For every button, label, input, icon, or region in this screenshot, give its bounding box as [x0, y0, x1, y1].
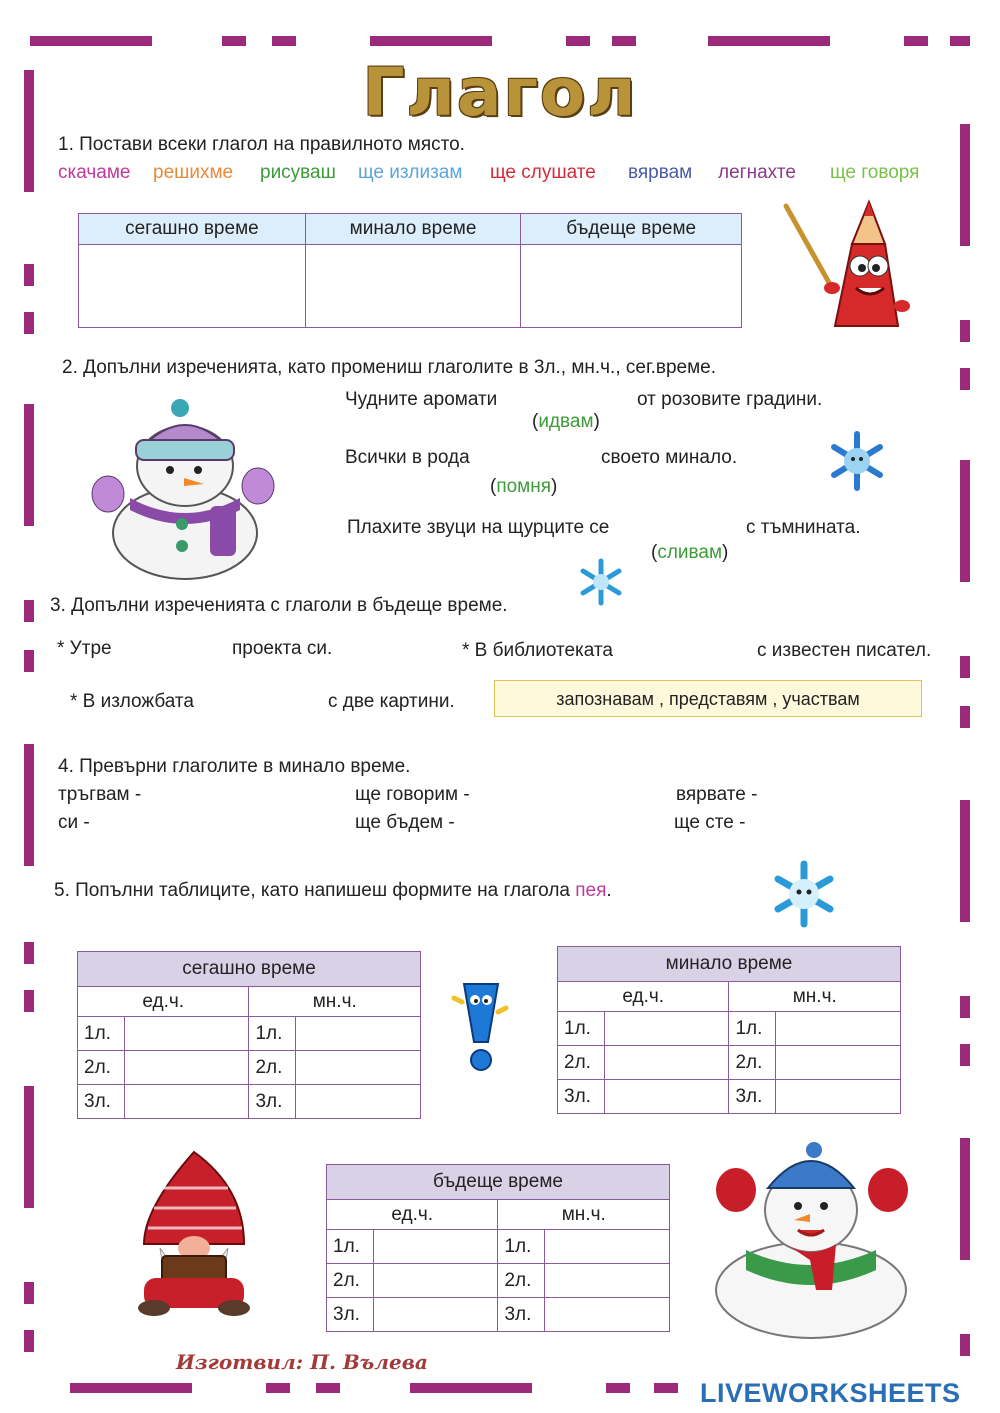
gnome-reading-icon: [124, 1148, 264, 1318]
task4-heading: 4. Превърни глаголите в минало време.: [58, 756, 411, 777]
drop-zone-future[interactable]: [521, 245, 742, 328]
person-label: 2л.: [558, 1046, 605, 1080]
person-label: 2л.: [327, 1264, 374, 1298]
task1-heading: 1. Постави всеки глагол на правилното място.: [58, 134, 465, 155]
answer-cell[interactable]: [604, 1012, 729, 1046]
answer-cell[interactable]: [373, 1264, 498, 1298]
sentence-2-end: своето минало.: [601, 447, 738, 468]
plural-header: мн.ч.: [249, 987, 421, 1017]
person-label: 2л.: [249, 1051, 296, 1085]
person-label: 1л.: [558, 1012, 605, 1046]
task4-item: тръгвам -: [58, 784, 142, 805]
task4-item: ще сте -: [674, 812, 746, 833]
task4-item: ще бъдем -: [355, 812, 455, 833]
plural-header: мн.ч.: [498, 1200, 670, 1230]
column-header-future: бъдеще време: [521, 214, 742, 245]
answer-cell[interactable]: [545, 1298, 670, 1332]
person-label: 2л.: [498, 1264, 545, 1298]
future-tense-table: [326, 1164, 670, 1332]
task3-sentence-3-start: * В изложбата: [70, 691, 194, 712]
tense-sort-table: [78, 213, 742, 328]
answer-cell[interactable]: [124, 1017, 249, 1051]
word-chip[interactable]: рисуваш: [260, 162, 336, 183]
answer-cell[interactable]: [776, 1012, 901, 1046]
answer-cell[interactable]: [124, 1051, 249, 1085]
word-chip[interactable]: решихме: [153, 162, 234, 183]
task3-sentence-1-end: проекта си.: [232, 638, 333, 659]
verb-hint-word: сливам: [657, 542, 723, 563]
task3-sentence-1-start: * Утре: [57, 638, 112, 659]
sentence-2-start: Всички в рода: [345, 447, 470, 468]
answer-cell[interactable]: [296, 1017, 421, 1051]
word-chip[interactable]: легнахте: [718, 162, 796, 183]
person-label: 1л.: [249, 1017, 296, 1051]
pencil-character-icon: [780, 196, 915, 341]
snowflake-icon: [577, 558, 625, 606]
answer-cell[interactable]: [776, 1046, 901, 1080]
answer-cell[interactable]: [296, 1085, 421, 1119]
singular-header: ед.ч.: [558, 982, 729, 1012]
verb-hint-word: помня: [496, 476, 552, 497]
singular-header: ед.ч.: [327, 1200, 498, 1230]
word-chip[interactable]: ще говоря: [830, 162, 920, 183]
task3-heading: 3. Допълни изреченията с глаголи в бъдеще време.: [50, 595, 508, 616]
task4-item: ще говорим -: [355, 784, 470, 805]
person-label: 1л.: [498, 1230, 545, 1264]
sentence-3-end: с тъмнината.: [746, 517, 861, 538]
person-label: 1л.: [78, 1017, 125, 1051]
answer-cell[interactable]: [373, 1298, 498, 1332]
snowman-icon: [90, 398, 280, 583]
page-title: Глагол: [362, 54, 638, 131]
answer-cell[interactable]: [296, 1051, 421, 1085]
answer-cell[interactable]: [604, 1046, 729, 1080]
answer-cell[interactable]: [373, 1230, 498, 1264]
person-label: 3л.: [729, 1080, 776, 1114]
drop-zone-present[interactable]: [79, 245, 306, 328]
table-title-past: минало време: [558, 947, 901, 982]
task2-heading: 2. Допълни изреченията, като промениш глаголите в 3л., мн.ч., сег.време.: [62, 357, 716, 378]
task3-sentence-2-end: с известен писател.: [757, 640, 932, 661]
person-label: 2л.: [729, 1046, 776, 1080]
snowflake-icon: [770, 860, 838, 928]
table-title-future: бъдеще време: [327, 1165, 670, 1200]
column-header-past: минало време: [305, 214, 520, 245]
person-label: 1л.: [327, 1230, 374, 1264]
person-label: 3л.: [498, 1298, 545, 1332]
word-chip[interactable]: скачаме: [58, 162, 131, 183]
task5-verb: пея: [575, 880, 607, 901]
word-chip[interactable]: ще слушате: [490, 162, 596, 183]
verb-hint: (сливам): [651, 542, 729, 563]
drop-zone-past[interactable]: [305, 245, 520, 328]
person-label: 2л.: [78, 1051, 125, 1085]
task3-sentence-2-start: * В библиотеката: [462, 640, 613, 661]
author-credit: Изготвил: П. Вълева: [176, 1350, 428, 1374]
past-tense-table: [557, 946, 901, 1114]
happy-snowman-icon: [706, 1140, 916, 1340]
answer-cell[interactable]: [776, 1080, 901, 1114]
task5-heading-text: 5. Попълни таблиците, като напишеш формите на глагола: [54, 880, 570, 901]
verb-hint: (идвам): [532, 411, 600, 432]
task4-item: вярвате -: [676, 784, 758, 805]
person-label: 3л.: [558, 1080, 605, 1114]
column-header-present: сегашно време: [79, 214, 306, 245]
plural-header: мн.ч.: [729, 982, 901, 1012]
person-label: 3л.: [78, 1085, 125, 1119]
liveworksheets-logo: LIVEWORKSHEETS: [700, 1378, 961, 1408]
singular-header: ед.ч.: [78, 987, 249, 1017]
word-chip[interactable]: ще излизам: [358, 162, 463, 183]
word-chip[interactable]: вярвам: [628, 162, 693, 183]
exclamation-character-icon: [448, 978, 514, 1074]
snowflake-icon: [826, 430, 888, 492]
task5-heading: 5. Попълни таблиците, като напишеш формите на глагола пея.: [54, 880, 612, 901]
task4-item: си -: [58, 812, 90, 833]
sentence-1-start: Чудните аромати: [345, 389, 498, 410]
person-label: 1л.: [729, 1012, 776, 1046]
verb-hint-word: идвам: [538, 411, 594, 432]
answer-cell[interactable]: [545, 1264, 670, 1298]
answer-cell[interactable]: [545, 1230, 670, 1264]
table-title-present: сегашно време: [78, 952, 421, 987]
task3-sentence-3-end: с две картини.: [328, 691, 455, 712]
person-label: 3л.: [249, 1085, 296, 1119]
present-tense-table: [77, 951, 421, 1119]
word-box: запознавам , представям , участвам: [494, 680, 922, 717]
answer-cell[interactable]: [124, 1085, 249, 1119]
sentence-3-start: Плахите звуци на щурците се: [347, 517, 610, 538]
sentence-1-end: от розовите градини.: [637, 389, 823, 410]
answer-cell[interactable]: [604, 1080, 729, 1114]
person-label: 3л.: [327, 1298, 374, 1332]
verb-hint: (помня): [490, 476, 558, 497]
